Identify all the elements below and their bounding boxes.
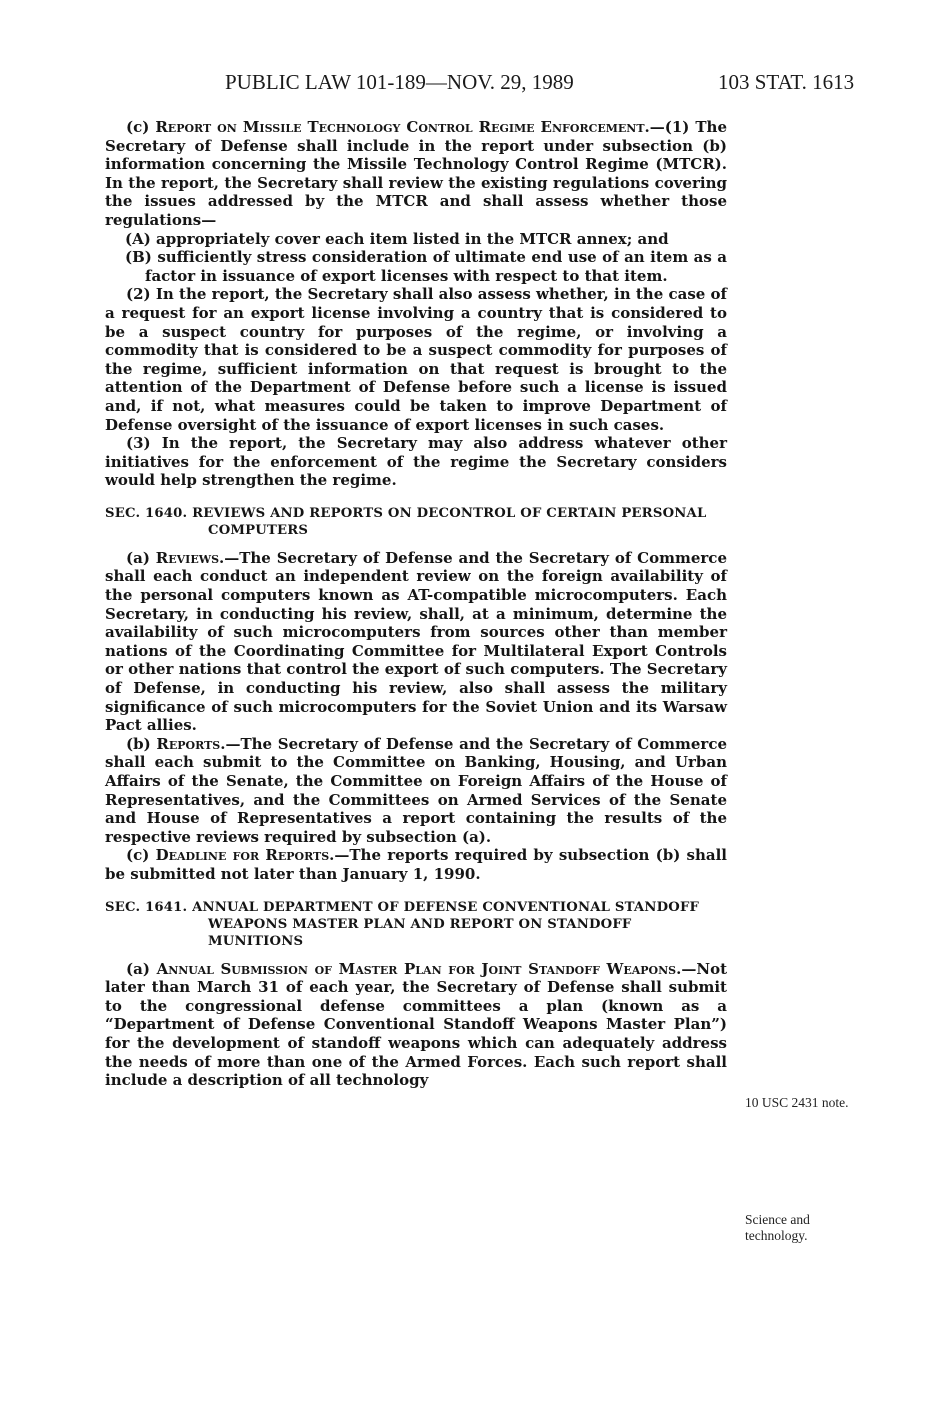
page-number: 103 STAT. 1613 [718, 70, 855, 94]
subsection-c-label: (c) [126, 118, 156, 136]
sec-1640-b-heading: Reports. [156, 734, 226, 753]
law-title: PUBLIC LAW 101-189—NOV. 29, 1989 [225, 70, 574, 94]
sec-1641-subsection-a [105, 960, 727, 1090]
sec-1640-c-text: —The reports required by subsection (b) shall be submitted not later than January 1, 1990. [105, 846, 727, 883]
subsection-c-heading: Report on Missile Technology Control Regime Enforcement. [155, 118, 650, 136]
page-header [0, 70, 950, 100]
subsection-c-para3: (3) In the report, the Secretary may also address whatever other initiatives for the enforcement of the regime the Secretary considers would help strengthen the regime. [105, 434, 727, 490]
sec-1641-a-label: (a) [126, 959, 157, 978]
subsection-c-item-b: (B) sufficiently stress consideration of ultimate end use of an item as a factor in issuance of export licenses with respect to that item. [125, 248, 727, 285]
sec-1640-subsection-c [105, 846, 727, 883]
sec-1641-a-heading: Annual Submission of Master Plan for Joint Standoff Weapons. [156, 959, 682, 978]
sec-1640-a-label: (a) [126, 548, 156, 567]
margin-note-science: Science and technology. [745, 1212, 810, 1243]
margin-note-usc: 10 USC 2431 note. [745, 1095, 849, 1110]
sec-1640-heading: SEC. 1640. REVIEWS AND REPORTS ON DECONTROL OF CERTAIN PERSONAL COMPUTERS [105, 505, 707, 538]
sec-1640-b-label: (b) [126, 734, 157, 753]
subsection-c-para1 [105, 118, 727, 230]
sec-1640-b-text: —The Secretary of Defense and the Secretary of Commerce shall each submit to the Committee on Banking, Housing, and Urban Affairs of the Senate, the Committee on Foreign Affairs of the House of Representatives, and the Committees on Armed Services of the Senate and House of Representatives a report containing the results of the respective reviews required by subsection (a). [105, 734, 727, 846]
document-body [105, 118, 727, 1090]
sec-1640-a-text: —The Secretary of Defense and the Secretary of Commerce shall each conduct an independent review on the foreign availability of the personal computers known as AT-compatible microcomputers. Each Secretary, in conducting his review, shall, at a minimum, determine the availability of such microcomputers from sources other than member nations of the Coordinating Committee for Multilateral Export Controls or other nations that control the export of such computers. The Secretary of Defense, in conducting his review, also shall assess the military significance of such microcomputers for the Soviet Union and its Warsaw Pact allies. [105, 548, 727, 735]
sec-1640-subsection-b [105, 735, 727, 847]
subsection-c-para2: (2) In the report, the Secretary shall also assess whether, in the case of a request for an export license involving a country that is considered to be a suspect country for purposes of the regime, or involving a commodity that is considered to be a suspect commodity for purposes of the regime, sufficient information on that request is brought to the attention of the Department of Defense before such a license is issued and, if not, what measures could be taken to improve Department of Defense oversight of the issuance of export licenses in such cases. [105, 285, 727, 434]
sec-1640-subsection-a [105, 549, 727, 735]
sec-1640-a-heading: Reviews. [155, 548, 225, 567]
sec-1640-c-heading: Deadline for Reports. [155, 846, 335, 865]
sec-1640-c-label: (c) [126, 846, 156, 865]
sec-1641-a-text: —Not later than March 31 of each year, the Secretary of Defense shall submit to the congressional defense committees a plan (known as a “Department of Defense Conventional Standoff Weapons Master Plan”) for the development of standoff weapons which can adequately address the needs of more than one of the Armed Forces. Each such report shall include a description of all technology [105, 959, 728, 1090]
subsection-c-text1: —(1) The Secretary of Defense shall include in the report under subsection (b) information concerning the Missile Technology Control Regime (MTCR). In the report, the Secretary shall review the existing regulations covering the issues addressed by the MTCR and shall assess whether those regulations— [105, 118, 727, 229]
subsection-c-item-a: (A) appropriately cover each item listed in the MTCR annex; and [125, 229, 669, 248]
sec-1641-heading: SEC. 1641. ANNUAL DEPARTMENT OF DEFENSE CONVENTIONAL STANDOFF WEAPONS MASTER PLAN AND REPORT ON STANDOFF MUNITIONS [105, 899, 700, 949]
